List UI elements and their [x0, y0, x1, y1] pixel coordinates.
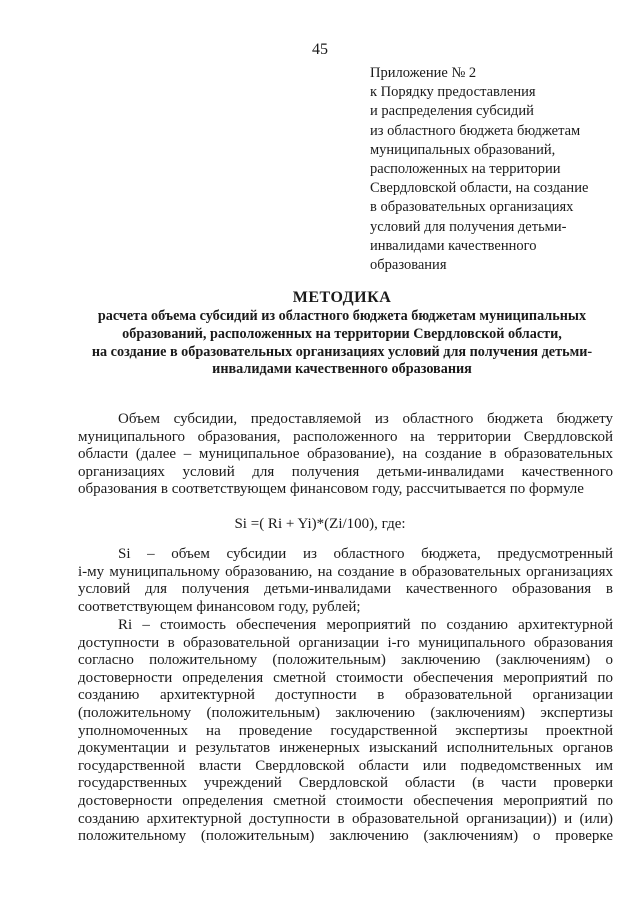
title-subtitle	[64, 308, 620, 379]
paragraph-line: муниципального образования, расположенного на территории Свердловской	[78, 428, 613, 445]
appendix-header	[370, 64, 620, 275]
paragraph-line: (положительному (положительным) заключению (заключениям) экспертизы	[78, 704, 613, 721]
title-line: на создание в образовательных организациях условий для получения детьми-	[91, 343, 593, 360]
definition-ri	[78, 617, 613, 846]
appendix-line: расположенных на территории	[370, 161, 561, 178]
paragraph-line: достоверности определения сметной стоимости обеспечения мероприятий по	[78, 792, 613, 809]
paragraph-line: достоверности определения сметной стоимости обеспечения мероприятий по	[78, 669, 613, 686]
appendix-line: инвалидами качественного	[370, 237, 537, 254]
appendix-line: Приложение № 2	[370, 65, 477, 81]
paragraph-line: i-му муниципальному образованию, на создание в образовательных организациях	[78, 563, 613, 580]
title-line: инвалидами качественного образования	[212, 361, 472, 378]
page-number: 45	[312, 41, 328, 58]
paragraph-line: созданию архитектурной доступности в образовательной организации	[78, 687, 613, 704]
paragraph-line: созданию архитектурной доступности в образовательной организации)) и (или)	[78, 810, 613, 827]
appendix-line: к Порядку предоставления	[370, 84, 536, 101]
paragraph-line: документации и результатов инженерных изысканий исполнительных органов	[78, 740, 613, 757]
paragraph-line: согласно положительному (положительным) заключению (заключениям) о	[78, 652, 613, 669]
paragraph-line: уполномоченных на проведение государственной экспертизы проектной	[78, 722, 613, 739]
paragraph-line: положительному (положительным) заключению (заключениям) о проверке	[78, 828, 613, 845]
paragraph-line: государственных учреждений Свердловской области (в части проверки	[78, 775, 613, 792]
paragraph-line: Объем субсидии, предоставляемой из областного бюджета бюджету	[118, 411, 613, 427]
appendix-line: муниципальных образований,	[370, 141, 556, 158]
paragraph-line: Si – объем субсидии из областного бюджета, предусмотренный	[118, 546, 613, 562]
appendix-line: и распределения субсидий	[370, 103, 534, 120]
appendix-line: в образовательных организациях	[370, 199, 574, 216]
title-line: расчета объема субсидий из областного бюджета бюджетам муниципальных	[97, 308, 587, 324]
definition-si	[78, 546, 613, 616]
appendix-line: из областного бюджета бюджетам	[370, 122, 581, 139]
title-main: МЕТОДИКА	[292, 289, 392, 306]
paragraph-line: соответствующем финансовом году, рублей;	[78, 598, 361, 615]
title-line: образований, расположенных на территории Свердловской области,	[122, 325, 562, 342]
paragraph-line: области (далее – муниципальное образование), на создание в образовательных	[78, 446, 613, 463]
paragraph-line: организациях условий для получения детьми-инвалидами качественного	[78, 463, 613, 480]
document-title	[64, 287, 620, 379]
formula: Si =( Ri + Yi)*(Zi/100), где:	[234, 516, 406, 532]
paragraph-line: Ri – стоимость обеспечения мероприятий по созданию архитектурной	[118, 617, 613, 633]
intro-paragraph	[78, 411, 613, 499]
appendix-line: Свердловской области, на создание	[370, 180, 589, 197]
appendix-line: образования	[370, 257, 447, 274]
appendix-line: условий для получения детьми-	[370, 218, 567, 235]
paragraph-line: государственной власти Свердловской области или подведомственных им	[78, 757, 613, 774]
paragraph-line: условий для получения детьми-инвалидами качественного образования в	[78, 581, 613, 598]
paragraph-line: образования в соответствующем финансовом году, рассчитывается по формуле	[78, 481, 584, 498]
paragraph-line: доступности в образовательной организации i-го муниципального образования	[78, 634, 613, 651]
